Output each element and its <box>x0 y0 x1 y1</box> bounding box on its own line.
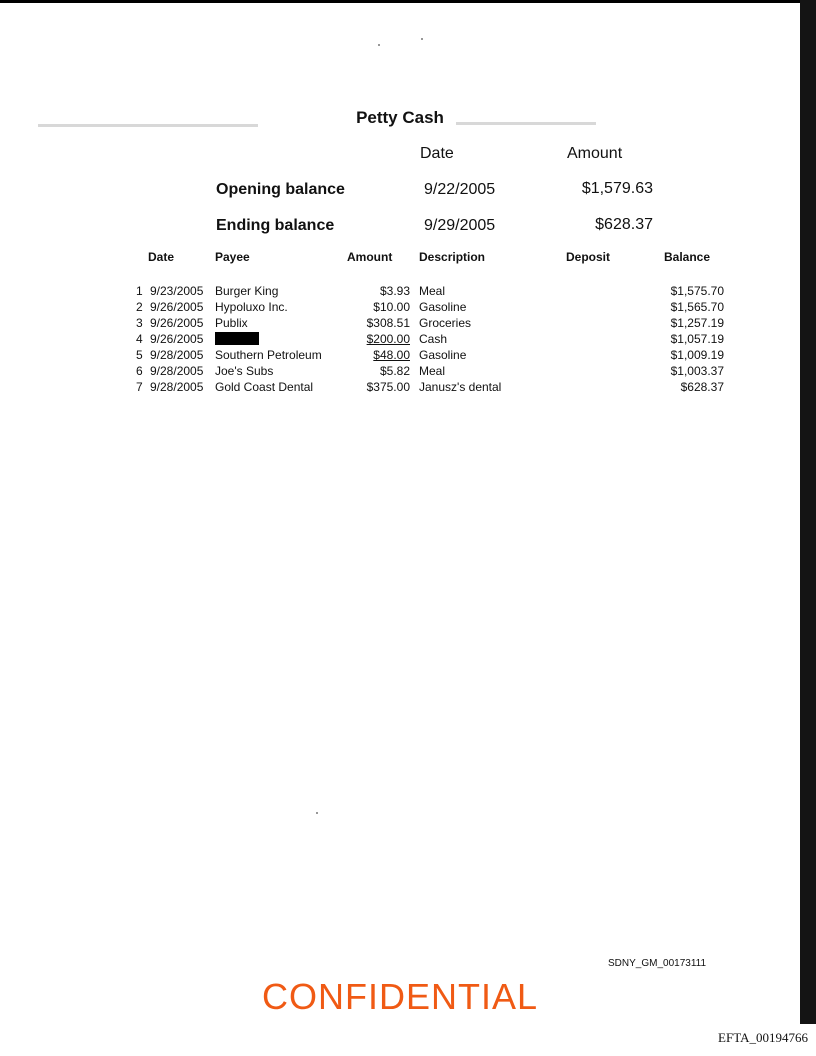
redaction-block <box>215 332 259 345</box>
row-payee: Gold Coast Dental <box>215 380 314 394</box>
row-balance: $628.37 <box>680 380 724 394</box>
row-amount: $5.82 <box>379 364 410 378</box>
row-description: Gasoline <box>419 300 467 314</box>
efta-number: EFTA_00194766 <box>718 1030 808 1045</box>
ledger-row <box>0 348 800 364</box>
opening-balance-label: Opening balance <box>216 181 345 198</box>
row-payee: Burger King <box>215 284 279 298</box>
row-number: 2 <box>136 300 143 314</box>
column-header-payee: Payee <box>215 250 250 264</box>
row-date: 9/26/2005 <box>150 300 204 314</box>
row-number: 7 <box>136 380 143 394</box>
row-number: 5 <box>136 348 143 362</box>
ledger-row <box>0 300 800 316</box>
row-date: 9/28/2005 <box>150 364 204 378</box>
row-amount: $3.93 <box>379 284 410 298</box>
row-payee: Publix <box>215 316 248 330</box>
header-date-label: Date <box>420 145 454 162</box>
row-description: Meal <box>419 364 446 378</box>
row-balance: $1,257.19 <box>670 316 724 330</box>
row-amount: $200.00 <box>366 332 410 346</box>
row-balance: $1,057.19 <box>670 332 724 346</box>
row-balance: $1,003.37 <box>670 364 724 378</box>
row-amount: $375.00 <box>366 380 410 394</box>
column-header-amount: Amount <box>347 250 393 264</box>
column-header-date: Date <box>148 250 175 264</box>
row-date: 9/26/2005 <box>150 332 204 346</box>
ledger-row <box>0 380 800 396</box>
scan-speck <box>316 812 318 814</box>
row-date: 9/28/2005 <box>150 380 204 394</box>
row-balance: $1,009.19 <box>670 348 724 362</box>
row-date: 9/26/2005 <box>150 316 204 330</box>
column-header-balance: Balance <box>664 250 711 264</box>
ending-balance-amount: $628.37 <box>595 216 653 233</box>
row-number: 1 <box>136 284 143 298</box>
redacted-payee <box>215 332 259 346</box>
row-description: Meal <box>419 284 446 298</box>
scan-speck <box>378 44 380 46</box>
column-header-deposit: Deposit <box>566 250 611 264</box>
row-payee: Southern Petroleum <box>215 348 322 362</box>
scan-top-edge <box>0 0 800 3</box>
column-header-description: Description <box>419 250 486 264</box>
opening-balance-amount: $1,579.63 <box>581 180 653 197</box>
page-title: Petty Cash <box>356 108 444 127</box>
ending-balance-date: 9/29/2005 <box>424 217 496 234</box>
row-description: Gasoline <box>419 348 467 362</box>
row-balance: $1,565.70 <box>670 300 724 314</box>
ledger-row <box>0 332 800 348</box>
row-amount: $48.00 <box>373 348 410 362</box>
ending-balance-label: Ending balance <box>216 217 335 234</box>
row-payee: Joe's Subs <box>215 364 274 378</box>
row-description: Janusz's dental <box>419 380 502 394</box>
ledger-row <box>0 284 800 300</box>
row-date: 9/23/2005 <box>150 284 204 298</box>
bates-number: SDNY_GM_00173111 <box>608 958 707 969</box>
scan-speck <box>421 38 423 40</box>
row-number: 6 <box>136 364 143 378</box>
row-description: Cash <box>419 332 448 346</box>
row-amount: $10.00 <box>373 300 410 314</box>
opening-balance-date: 9/22/2005 <box>424 181 496 198</box>
ledger-row <box>0 316 800 332</box>
row-description: Groceries <box>419 316 472 330</box>
ledger-row <box>0 364 800 380</box>
header-amount-label: Amount <box>567 145 623 162</box>
row-date: 9/28/2005 <box>150 348 204 362</box>
row-amount: $308.51 <box>366 316 410 330</box>
row-balance: $1,575.70 <box>670 284 724 298</box>
confidential-stamp: CONFIDENTIAL <box>261 976 539 1017</box>
row-number: 4 <box>136 332 143 346</box>
row-payee: Hypoluxo Inc. <box>215 300 288 314</box>
row-number: 3 <box>136 316 143 330</box>
scan-right-edge <box>800 0 816 1024</box>
